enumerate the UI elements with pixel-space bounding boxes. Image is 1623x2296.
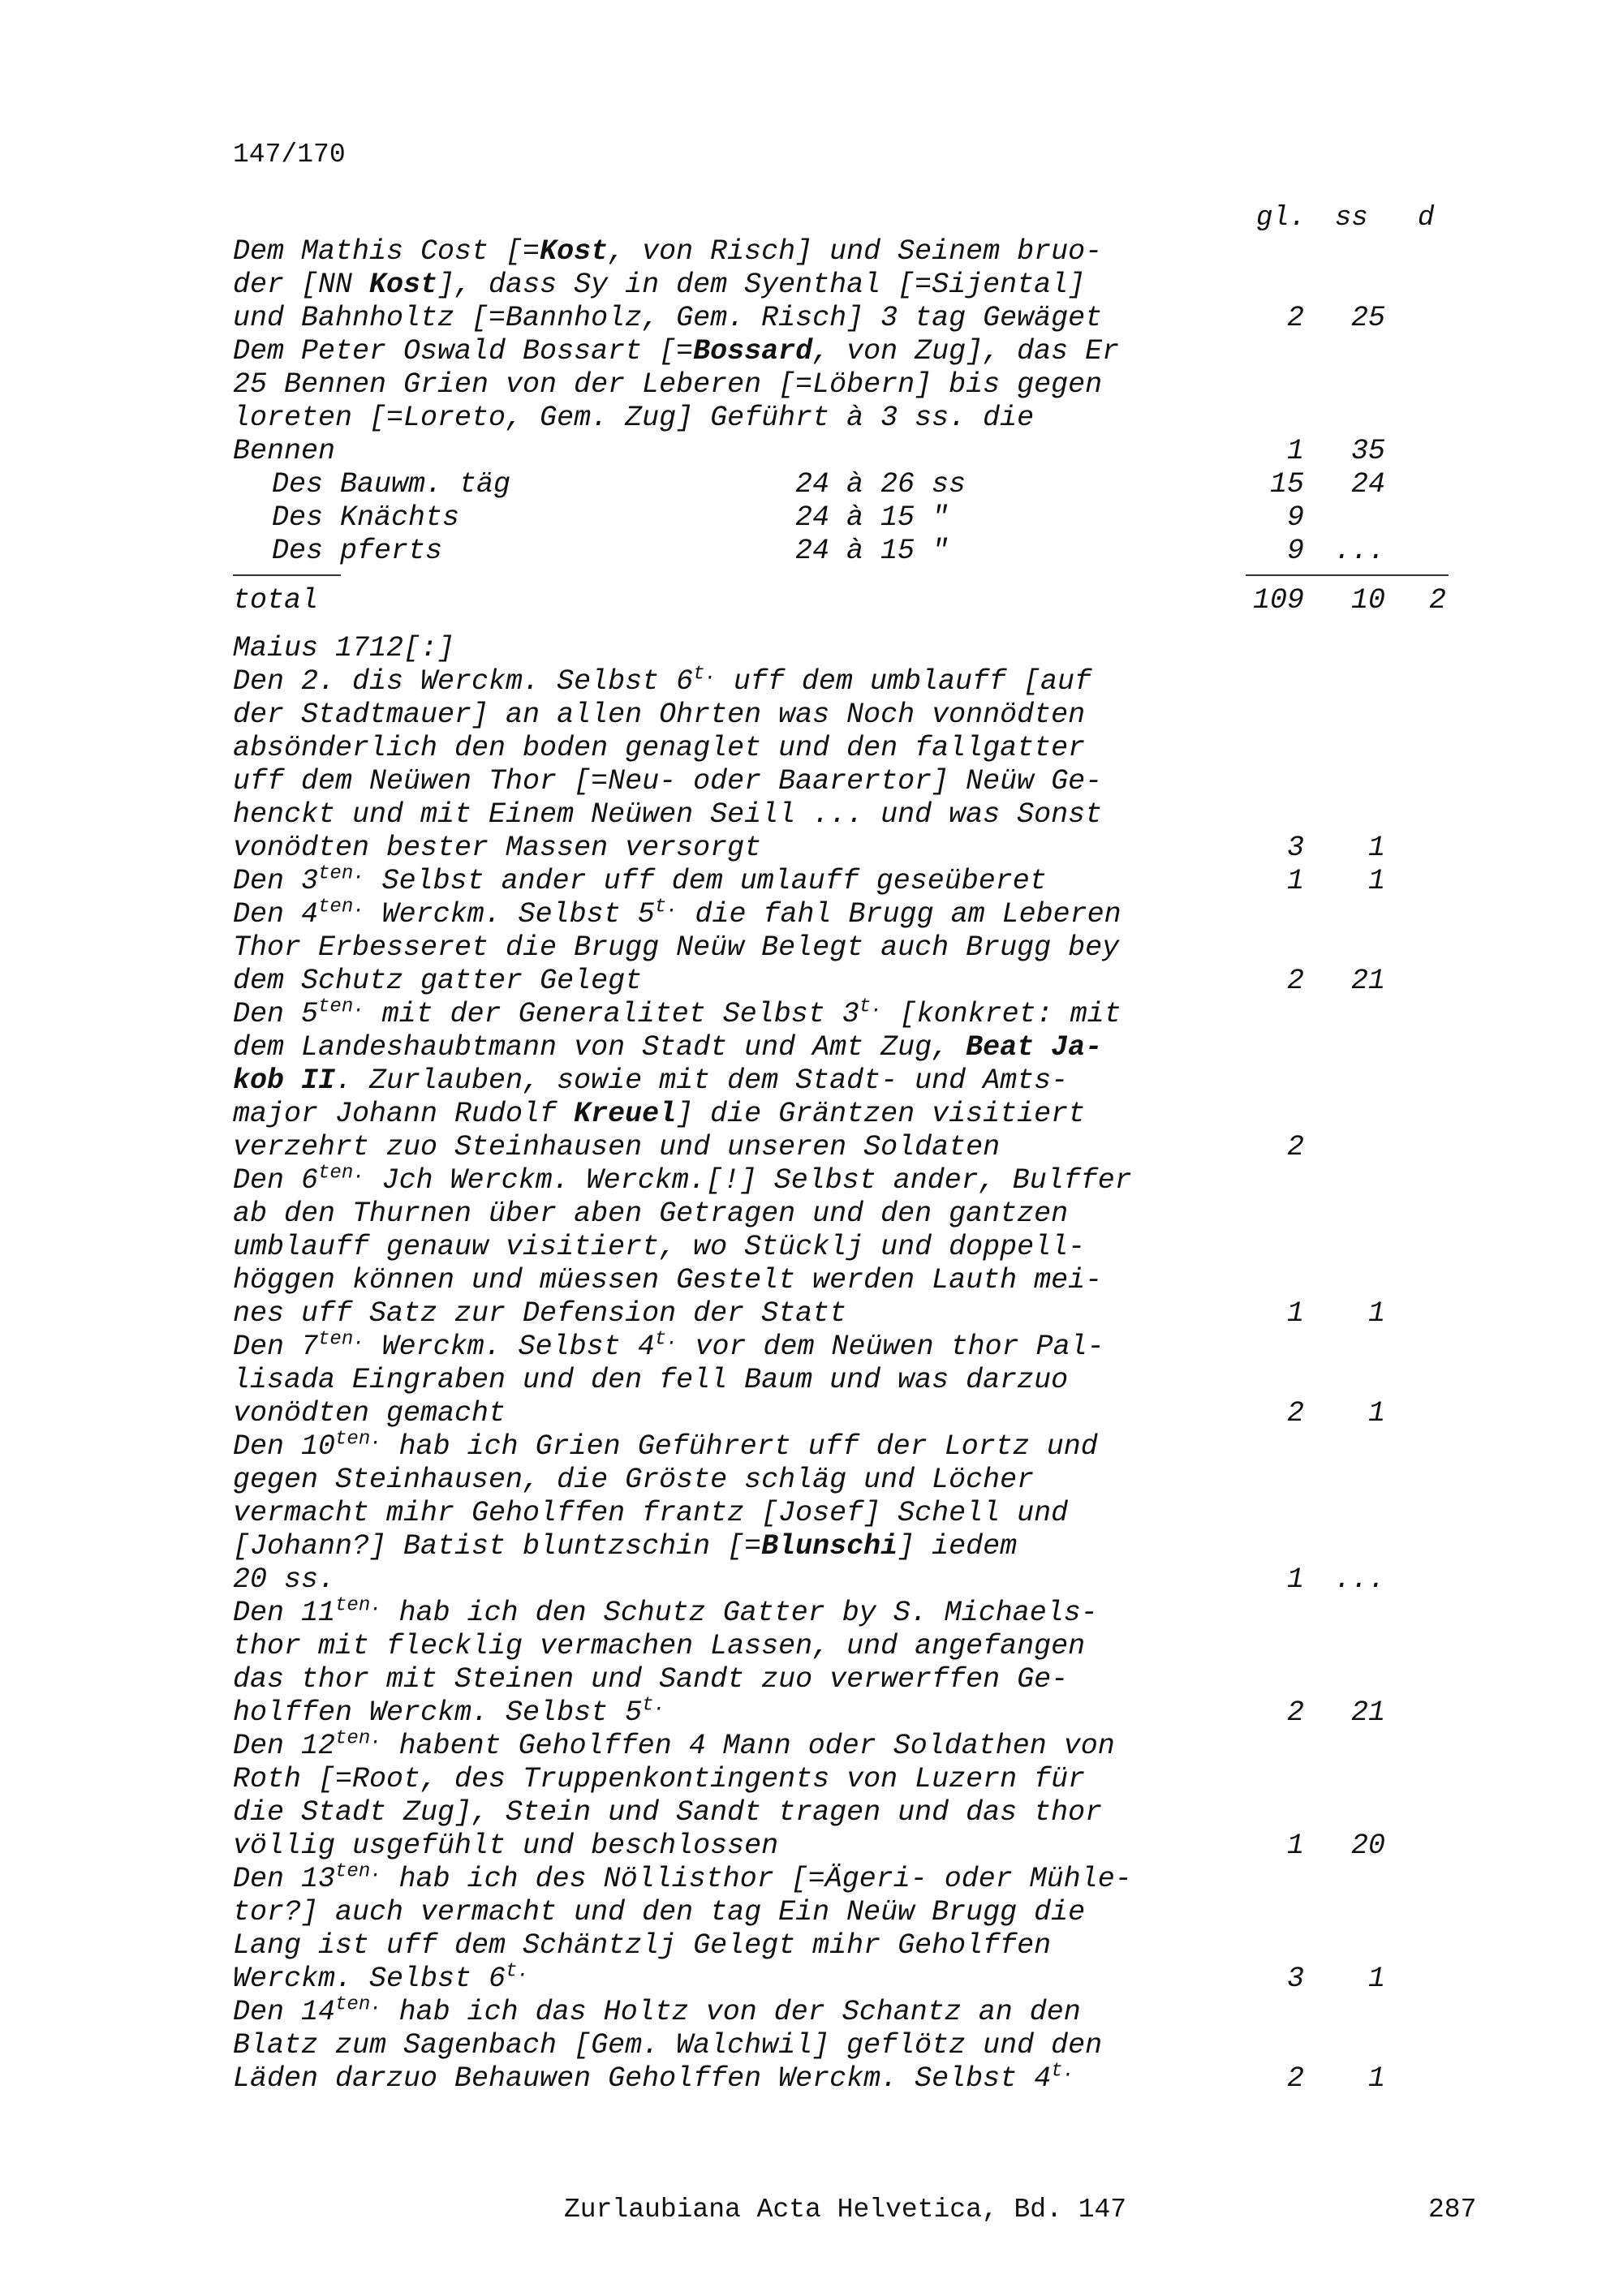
- ledger-entry: Den $5^{ten.}$ mit der Generalitet Selbst $3^{t.}$ [konkret: mit dem Landeshaubtmann von Stadt und Amt Zug, Beat Ja- kob II. Zurlauben, sowie mit dem Stadt- und Amts- major Johann Rudolf Kreuel] die Gräntzen visitiert verzehrt zuo Steinhausen und unseren Soldaten 2: [233, 995, 1304, 1163]
- amount-gl: 3: [1286, 1963, 1304, 1995]
- amount-gl: 9: [1286, 501, 1304, 534]
- amount-ss: ...: [1333, 1563, 1385, 1596]
- amount-ss: 1: [1367, 1297, 1385, 1330]
- column-header-d: d: [1418, 203, 1435, 234]
- amount-gl: 1: [1286, 1297, 1304, 1330]
- ledger-entry: Den $3^{ten.}$ Selbst ander uff dem umlauff geseüberet 1 1: [233, 862, 1385, 897]
- amount-gl: 15: [1269, 468, 1304, 501]
- ledger-entry: Den 2. dis Werckm. Selbst $6^{t.}$ uff dem umblauff [auf der Stadtmauer] an allen Ohrten was Noch vonnödten absönderlich den boden genaglet und den fallgatter uff dem Neüwen Thor [=Neu- oder Baarertor] Neüw Ge- henckt und mit Einem Neüwen Seill ... und was Sonst vonödten bester Massen versorgt 3 1: [233, 663, 1385, 864]
- amount-gl: 2: [1286, 2062, 1304, 2095]
- total-row: total 109 10 2: [233, 584, 1446, 617]
- page-reference: 147/170: [233, 140, 346, 170]
- ledger-entry: Dem Peter Oswald Bossart [=Bossard, von Zug], das Er 25 Bennen Grien von der Leberen [=Löbern] bis gegen loreten [=Loreto, Gem. Zug] Geführt à 3 ss. die Bennen 1 35: [233, 335, 1385, 467]
- amount-gl: 1: [1286, 865, 1304, 897]
- amount-gl: 1: [1286, 1829, 1304, 1862]
- footer-title: Zurlaubiana Acta Helvetica, Bd. 147: [564, 2195, 1127, 2225]
- amount-ss: ...: [1333, 535, 1385, 567]
- ledger-entry: Den $14^{ten.}$ hab ich das Holtz von der Schantz an den Blatz zum Sagenbach [Gem. Walchwil] geflötz und den Läden darzuo Behauwen Geholffen Werckm. Selbst $4^{t.}$ 2 1: [233, 1993, 1385, 2095]
- amount-ss: 21: [1350, 965, 1385, 997]
- amount-ss: 1: [1367, 865, 1385, 897]
- sub-entry: Des Knächts 24 à 15 " 9: [272, 501, 1304, 534]
- amount-gl: 3: [1286, 832, 1304, 864]
- footer-page-number: 287: [1428, 2195, 1477, 2225]
- ledger-entry: Den $10^{ten.}$ hab ich Grien Geführert uff der Lortz und gegen Steinhausen, die Gröste schläg und Löcher vermacht mihr Geholffen frantz [Josef] Schell und [Johann?] Batist bluntzschin [=Blunschi] iedem 20 ss. 1 ...: [233, 1428, 1385, 1596]
- ledger-entry: Den $13^{ten.}$ hab ich des Nöllisthor [=Ägeri- oder Mühle- tor?] auch vermacht und den tag Ein Neüw Brugg die Lang ist uff dem Schäntzlj Gelegt mihr Geholffen Werckm. Selbst $6^{t.}$ 3 1: [233, 1860, 1385, 1995]
- amount-ss: 1: [1367, 1963, 1385, 1995]
- amount-ss: 24: [1350, 468, 1385, 501]
- amount-gl: 1: [1286, 435, 1304, 467]
- column-header-ss: ss: [1335, 203, 1368, 234]
- column-header-gl: gl.: [1256, 203, 1307, 234]
- ledger-entry: Den $12^{ten.}$ habent Geholffen 4 Mann oder Soldathen von Roth [=Root, des Truppenkontingents von Luzern für die Stadt Zug], Stein und Sandt tragen und das thor völlig usgefühlt und beschlossen 1 20: [233, 1727, 1385, 1862]
- amount-ss: 21: [1350, 1696, 1385, 1729]
- total-d: 2: [1428, 584, 1446, 617]
- ledger-body: [233, 235, 1450, 2096]
- amount-ss: 1: [1367, 1397, 1385, 1430]
- amount-ss: 35: [1350, 435, 1385, 467]
- amount-gl: 2: [1286, 1131, 1304, 1163]
- ledger-entry: Dem Mathis Cost [=Kost, von Risch] und Seinem bruo- der [NN Kost], dass Sy in dem Syenthal [=Sijental] und Bahnholtz [=Bannholz, Gem. Risch] 3 tag Gewäget 2 25: [233, 235, 1385, 334]
- amount-gl: 2: [1286, 965, 1304, 997]
- amount-gl: 2: [1286, 1696, 1304, 1729]
- ledger-entry: Den $4^{ten.}$ Werckm. Selbst $5^{t.}$ die fahl Brugg am Leberen Thor Erbesseret die Brugg Neüw Belegt auch Brugg bey dem Schutz gatter Gelegt 2 21: [233, 896, 1385, 997]
- ledger-entry: Den $11^{ten.}$ hab ich den Schutz Gatter by S. Michaels- thor mit flecklig vermachen Lassen, und angefangen das thor mit Steinen und Sandt zuo verwerffen Ge- holffen Werckm. Selbst $5^{t.}$ 2 21: [233, 1594, 1385, 1729]
- amount-ss: 1: [1367, 2062, 1385, 2095]
- amount-gl: 2: [1286, 1397, 1304, 1430]
- amount-gl: 2: [1286, 302, 1304, 334]
- total-ss: 10: [1350, 584, 1385, 617]
- divider-line: [233, 574, 341, 576]
- total-gl: 109: [1252, 584, 1304, 617]
- ledger-entry: Den $6^{ten.}$ Jch Werckm. Werckm.[!] Selbst ander, Bulffer ab den Thurnen über aben Getragen und den gantzen umblauff genauw visitiert, wo Stücklj und doppell- höggen können und müessen Gestelt werden Lauth mei- nes uff Satz zur Defension der Statt 1 1: [233, 1162, 1385, 1330]
- sub-entry: Des Bauwm. täg 24 à 26 ss 15 24: [272, 468, 1385, 501]
- section-title: Maius 1712[:]: [233, 632, 455, 664]
- amount-gl: 9: [1286, 535, 1304, 567]
- ledger-entry: Den $7^{ten.}$ Werckm. Selbst $4^{t.}$ vor dem Neüwen thor Pal- lisada Eingraben und den fell Baum und was darzuo vonödten gemacht 2 1: [233, 1328, 1385, 1430]
- amount-gl: 1: [1286, 1563, 1304, 1596]
- sum-divider-line: [1246, 574, 1449, 576]
- amount-ss: 25: [1350, 302, 1385, 334]
- amount-ss: 1: [1367, 832, 1385, 864]
- amount-ss: 20: [1350, 1829, 1385, 1862]
- sub-entry: Des pferts 24 à 15 " 9 ...: [272, 535, 1385, 567]
